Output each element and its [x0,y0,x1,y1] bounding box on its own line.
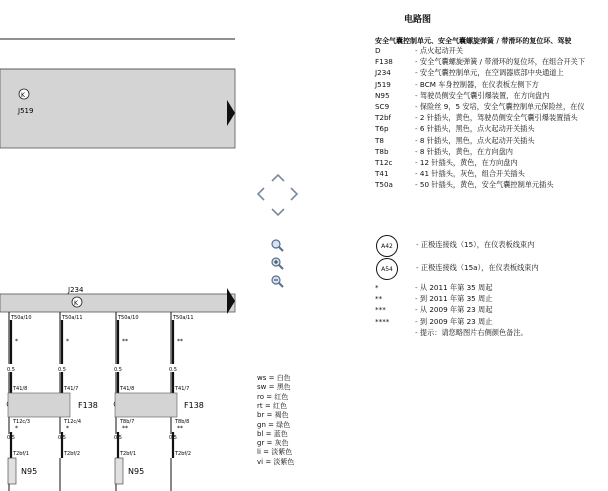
legend-entry: sw = 黑色 [257,383,291,392]
legend-entry: li = 淡紫色 [257,448,293,457]
component-desc: - 12 针插头，黄色，在方向盘内 [415,158,518,168]
component-desc: - 6 针插头，黑色，点火起动开关插头 [415,124,535,134]
variant-mark: ** [177,338,183,345]
pin-label: T50a/10 [11,315,32,321]
variant-mark: ** [177,425,183,432]
component-code: T12c [375,158,393,167]
n95-label-1: N95 [21,467,38,476]
component-desc: - 保险丝 9，5 安培，安全气囊控制单元保险丝，在仪 [415,102,585,112]
component-code: N95 [375,90,390,100]
component-code: SC9 [375,102,390,111]
f138-label-2: F138 [184,401,204,410]
wire-size-label: 0.5 [114,367,122,373]
wire-size-label: 0.5 [114,435,122,441]
svg-text:K: K [21,92,25,99]
pin-label: T50a/10 [118,315,139,321]
pin-label: T50a/11 [173,315,194,321]
component-desc: - 驾驶员侧安全气囊引爆装置，在方向盘内 [415,91,549,101]
component-desc: - 8 针插头，黑色，点火起动开关插头 [415,136,535,146]
component-code: D [375,46,381,55]
zoom-in-icon[interactable] [270,256,286,272]
component-code: T2bf [375,113,392,123]
component-code: F138 [375,57,393,67]
component-code: T50a [375,180,393,190]
section-heading: 安全气囊控制单元、安全气囊螺旋弹簧 / 带滑环的复位环、驾驶 [375,37,572,45]
note-code: **** [375,316,390,326]
legend-entry: br = 褐色 [257,411,289,420]
j519-label: J519 [18,107,34,115]
chevron-up-icon[interactable] [271,173,285,183]
wire-size-label: 0.5 [58,435,66,441]
pin-label: T2bf/2 [64,451,81,457]
component-desc: - 41 针插头，灰色，组合开关插头 [415,169,525,179]
component-code: J234 [375,68,391,78]
chevron-left-icon[interactable] [256,187,266,201]
n95-box-1 [8,458,16,484]
zoom-out-icon[interactable] [270,274,286,290]
zoom-fit-icon[interactable] [270,238,286,254]
wire-size-label: 0.5 [7,435,15,441]
component-desc: - 8 针插头，黄色，在方向盘内 [415,147,513,157]
legend-entry: bl = 蓝色 [257,429,288,438]
f138-box-1 [8,393,70,417]
component-code: T8b [375,146,389,156]
pin-label: T41/7 [175,386,190,392]
note-code: *** [375,305,386,315]
legend-entry: ro = 红色 [257,392,289,401]
wiring-diagram [0,0,240,491]
component-desc: - 点火起动开关 [415,46,463,56]
pin-label: T8b/8 [175,419,190,425]
j519-module-box [0,69,235,148]
legend-entry: rt = 红色 [257,401,287,410]
f138-label-1: F138 [78,401,98,410]
j234-module-box [0,294,235,312]
note-code: ** [375,294,383,304]
component-desc: - BCM 车身控制器，在仪表板左侧下方 [415,80,539,90]
pin-label: T2bf/2 [175,451,192,457]
note-desc: - 到 2009 年第 23 周止 [415,317,492,327]
connector-badge: A42 [376,235,398,257]
wire-size-label: 0.5 [169,367,177,373]
variant-mark: * [15,425,18,432]
pin-label: T12c/4 [64,419,82,425]
wire-size-label: 0.5 [7,367,15,373]
variant-mark: * [66,425,69,432]
f138-box-2 [115,393,177,417]
variant-mark: * [15,338,18,345]
chevron-right-icon[interactable] [289,187,299,201]
svg-text:K: K [74,300,78,307]
pin-label: T41/8 [120,386,135,392]
j234-label: J234 [68,286,84,294]
variant-mark: * [66,338,69,345]
legend-entry: gn = 绿色 [257,420,291,429]
component-desc: - 2 针插头，黄色，驾驶员侧安全气囊引爆装置插头 [415,113,578,123]
page-arrow-upper[interactable] [226,100,236,126]
chevron-down-icon[interactable] [271,207,285,217]
pin-label: T12c/3 [13,419,31,425]
pin-label: T50a/11 [62,315,83,321]
component-code: J519 [375,79,391,89]
connector-badge: A54 [376,258,398,280]
pin-label: T2bf/1 [13,451,30,457]
n95-box-2 [115,458,123,484]
legend-entry: ws = 白色 [257,374,291,382]
connector-desc: - 正极连接线（15），在仪表板线束内 [416,240,534,250]
wire-size-label: 0.5 [169,435,177,441]
component-code: T6p [375,124,389,134]
pin-label: T8b/7 [120,419,135,425]
pin-label: T41/7 [64,386,79,392]
component-code: T41 [375,169,389,179]
page-title: 电路图 [404,15,432,25]
note-desc: - 到 2011 年第 35 周止 [415,294,492,304]
component-desc: - 安全气囊控制单元，在空调器底部中央通道上 [415,68,564,78]
wire-size-label: 0.5 [58,367,66,373]
pin-label: T41/8 [13,386,28,392]
note-desc: - 从 2009 年第 23 周起 [415,305,492,315]
pin-label: T2bf/1 [120,451,137,457]
component-desc: - 安全气囊螺旋弹簧 / 带滑环的复位环，在组合开关下 [415,57,585,67]
note-desc: - 提示：请您略图片右侧颜色备注。 [415,328,528,338]
variant-mark: ** [122,338,128,345]
legend-entry: vi = 淡紫色 [257,457,295,466]
component-desc: - 50 针插头，黄色，安全气囊控制单元插头 [415,180,554,190]
note-code: * [375,283,379,292]
variant-mark: ** [122,425,128,432]
note-desc: - 从 2011 年第 35 周起 [415,283,492,293]
page-arrow-lower[interactable] [226,288,236,314]
connector-desc: - 正极连接线（15a），在仪表板线束内 [416,263,539,273]
n95-label-2: N95 [128,467,145,476]
legend-entry: gr = 灰色 [257,439,289,448]
component-code: T8 [375,135,384,145]
